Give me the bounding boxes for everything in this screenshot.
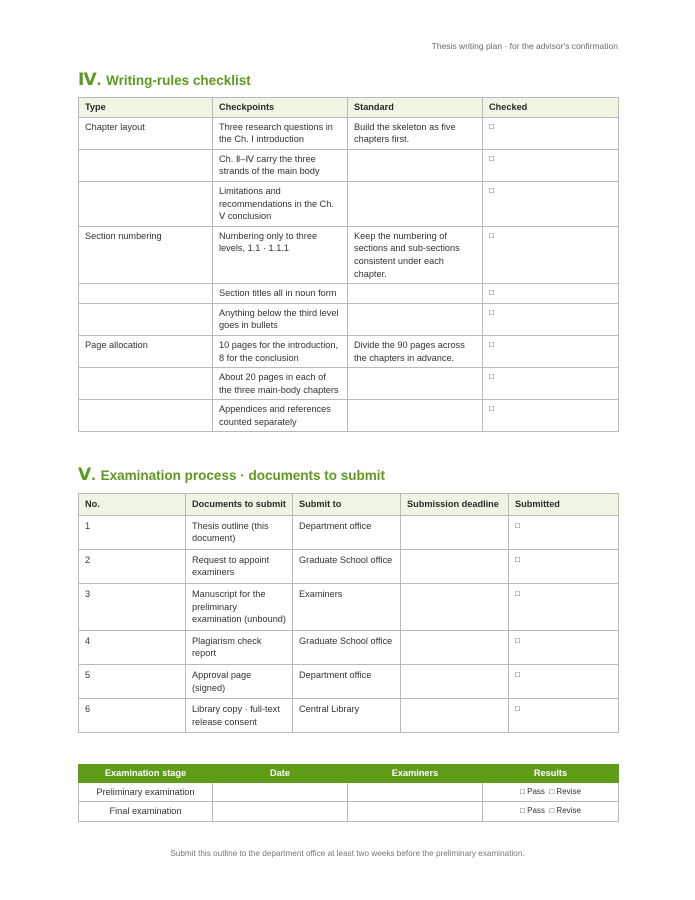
examination-table (78, 764, 619, 822)
table-cell (348, 400, 483, 432)
column-header: Submission deadline (401, 494, 509, 516)
checkbox-cell[interactable]: □ Pass □ Revise (483, 782, 619, 802)
table-cell: Section titles all in noun form (213, 284, 348, 304)
section-5-numeral: Ⅴ. (78, 465, 96, 484)
checkbox-cell[interactable]: □ (509, 583, 619, 630)
table-row (79, 181, 619, 226)
table-cell (401, 583, 509, 630)
table-cell: Request to appoint examiners (186, 549, 293, 583)
table-cell (348, 802, 483, 822)
table-cell: Department office (293, 515, 401, 549)
table-cell (348, 782, 483, 802)
section-4-heading (78, 70, 251, 90)
table-row (79, 368, 619, 400)
checkbox-cell[interactable]: □ (483, 181, 619, 226)
table-cell: 10 pages for the introduction, 8 for the conclusion (213, 335, 348, 367)
checkbox-cell[interactable]: □ (483, 368, 619, 400)
checkbox-cell[interactable]: □ (483, 284, 619, 304)
table-cell: 5 (79, 664, 186, 698)
table-cell: About 20 pages in each of the three main-body chapters (213, 368, 348, 400)
checkbox-cell[interactable]: □ (509, 515, 619, 549)
table-cell: Plagiarism check report (186, 630, 293, 664)
table-cell: Preliminary examination (79, 782, 213, 802)
checkbox-cell[interactable]: □ (483, 303, 619, 335)
table-cell (348, 303, 483, 335)
column-header: Standard (348, 98, 483, 118)
table-row (79, 335, 619, 367)
table-cell: 2 (79, 549, 186, 583)
table-row (79, 303, 619, 335)
table-cell (401, 664, 509, 698)
table-row (79, 802, 619, 822)
table-cell (79, 368, 213, 400)
table-cell (79, 400, 213, 432)
writing-rules-table (78, 97, 619, 432)
table-cell: Manuscript for the preliminary examination (unbound) (186, 583, 293, 630)
table-cell: Central Library (293, 699, 401, 733)
checkbox-cell[interactable]: □ (509, 699, 619, 733)
table-cell: Anything below the third level goes in bullets (213, 303, 348, 335)
table-cell: Ch. Ⅱ–Ⅳ carry the three strands of the main body (213, 149, 348, 181)
column-header: Checkpoints (213, 98, 348, 118)
table-row (79, 699, 619, 733)
table-row (79, 284, 619, 304)
table-row (79, 117, 619, 149)
table-cell: Approval page (signed) (186, 664, 293, 698)
table-cell (401, 549, 509, 583)
table-cell: Library copy · full-text release consent (186, 699, 293, 733)
section-4-title: Writing-rules checklist (106, 73, 251, 88)
table-cell (79, 181, 213, 226)
column-header: Type (79, 98, 213, 118)
table-row (79, 583, 619, 630)
table-cell (401, 515, 509, 549)
table-cell: Build the skeleton as five chapters first. (348, 117, 483, 149)
table-cell: 4 (79, 630, 186, 664)
table-cell: Divide the 90 pages across the chapters in advance. (348, 335, 483, 367)
table-cell (348, 181, 483, 226)
checkbox-cell[interactable]: □ (509, 549, 619, 583)
checkbox-cell[interactable]: □ (483, 400, 619, 432)
table-cell (401, 699, 509, 733)
table-row (79, 149, 619, 181)
table-cell: Thesis outline (this document) (186, 515, 293, 549)
table-cell: Section numbering (79, 226, 213, 283)
checkbox-cell[interactable]: □ (483, 117, 619, 149)
column-header: Date (213, 765, 348, 783)
table-cell: 1 (79, 515, 186, 549)
table-cell: Appendices and references counted separately (213, 400, 348, 432)
column-header: Submitted (509, 494, 619, 516)
checkbox-cell[interactable]: □ (483, 226, 619, 283)
table-cell: Chapter layout (79, 117, 213, 149)
checkbox-cell[interactable]: □ (509, 664, 619, 698)
section-5-heading (78, 465, 385, 485)
table-cell (213, 782, 348, 802)
table-cell: Department office (293, 664, 401, 698)
documents-table (78, 493, 619, 733)
table-row (79, 630, 619, 664)
table-cell: Three research questions in the Ch. Ⅰ introduction (213, 117, 348, 149)
table-header-row (79, 494, 619, 516)
column-header: No. (79, 494, 186, 516)
section-4-numeral: Ⅳ. (78, 70, 102, 89)
table-cell: Graduate School office (293, 549, 401, 583)
table-row (79, 549, 619, 583)
table-row (79, 782, 619, 802)
footer-note: Submit this outline to the department office at least two weeks before the preliminary examination. (170, 849, 525, 858)
column-header: Checked (483, 98, 619, 118)
table-cell: Page allocation (79, 335, 213, 367)
table-cell (348, 368, 483, 400)
table-cell: 3 (79, 583, 186, 630)
checkbox-cell[interactable]: □ (483, 149, 619, 181)
table-cell: Examiners (293, 583, 401, 630)
table-cell: Final examination (79, 802, 213, 822)
column-header: Examiners (348, 765, 483, 783)
running-header: Thesis writing plan · for the advisor's confirmation (431, 41, 618, 51)
checkbox-cell[interactable]: □ Pass □ Revise (483, 802, 619, 822)
column-header: Submit to (293, 494, 401, 516)
table-cell: 6 (79, 699, 186, 733)
table-cell: Keep the numbering of sections and sub-sections consistent under each chapter. (348, 226, 483, 283)
table-header-row (79, 98, 619, 118)
table-cell (348, 149, 483, 181)
table-row (79, 226, 619, 283)
table-cell (79, 303, 213, 335)
table-cell (79, 149, 213, 181)
checkbox-cell[interactable]: □ (509, 630, 619, 664)
table-cell (79, 284, 213, 304)
column-header: Results (483, 765, 619, 783)
checkbox-cell[interactable]: □ (483, 335, 619, 367)
table-cell: Limitations and recommendations in the Ch. Ⅴ conclusion (213, 181, 348, 226)
table-row (79, 515, 619, 549)
column-header: Documents to submit (186, 494, 293, 516)
column-header: Examination stage (79, 765, 213, 783)
table-cell (401, 630, 509, 664)
table-cell: Numbering only to three levels, 1.1 · 1.1.1 (213, 226, 348, 283)
table-cell (213, 802, 348, 822)
table-cell: Graduate School office (293, 630, 401, 664)
table-header-row (79, 765, 619, 783)
table-cell (348, 284, 483, 304)
table-row (79, 664, 619, 698)
section-5-title: Examination process · documents to submit (100, 468, 385, 483)
table-row (79, 400, 619, 432)
